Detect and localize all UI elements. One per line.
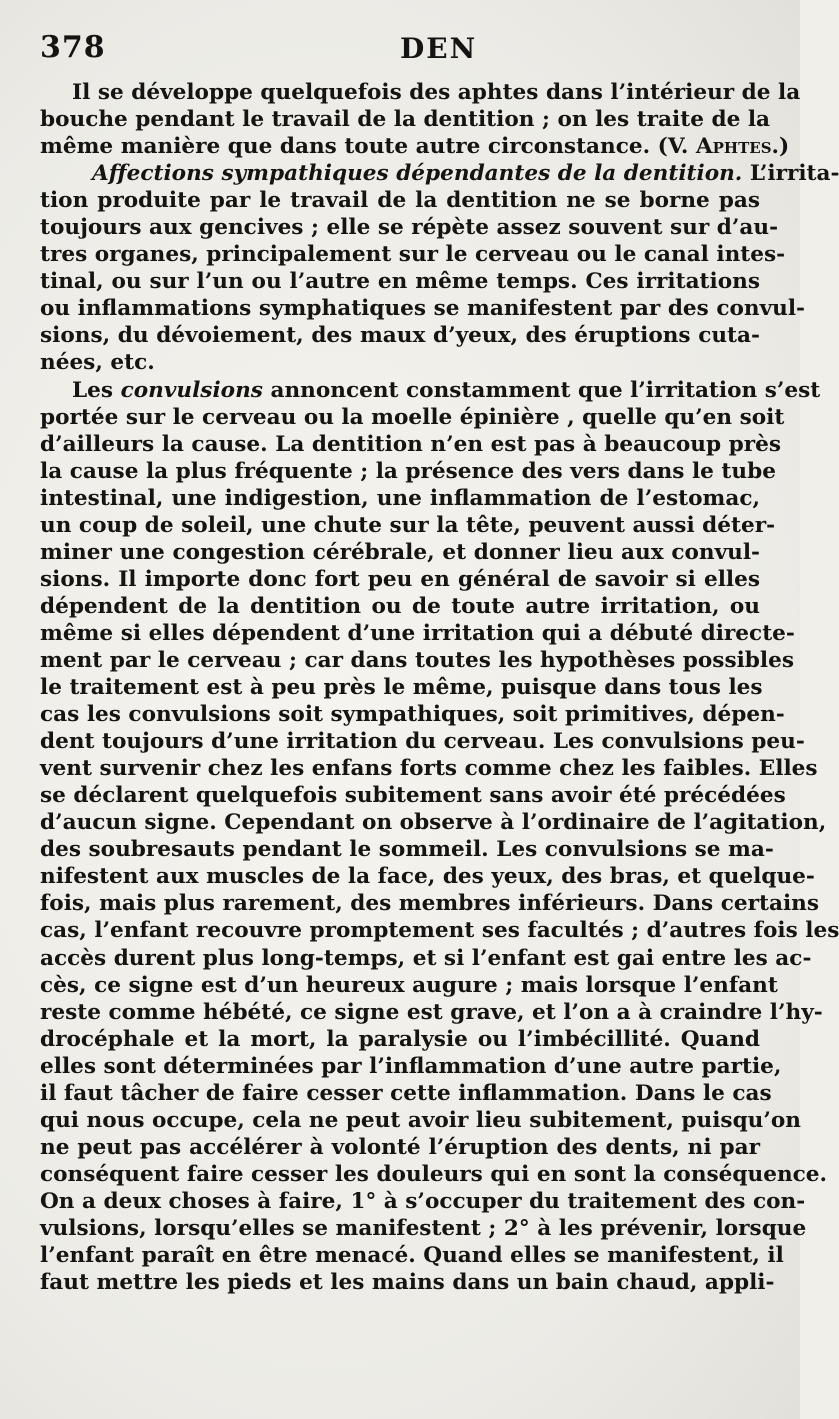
text-fragment: même manière que dans toute autre circonstance. (V. <box>40 134 696 160</box>
text-line: un coup de soleil, une chute sur la tête, peuvent aussi déter- <box>40 512 776 538</box>
text-line: l’enfant paraît en être menacé. Quand elles se manifestent, il <box>40 1243 784 1269</box>
text-line <box>40 133 790 160</box>
text-line: tion produite par le travail de la dentition ne se borne pas <box>40 188 760 214</box>
text-line: qui nous occupe, cela ne peut avoir lieu subitement, puisqu’on <box>40 1107 802 1133</box>
page-number: 378 <box>40 30 106 65</box>
section-heading: Affections sympathiques dépendantes de la dentition. <box>92 161 743 187</box>
text-line: vent survenir chez les enfans forts comme chez les faibles. Elles <box>40 756 818 782</box>
text-line: cas les convulsions soit sympathiques, soit primitives, dépen- <box>40 702 785 728</box>
text-line: des soubresauts pendant le sommeil. Les convulsions se ma- <box>40 837 774 863</box>
text-line: accès durent plus long-temps, et si l’enfant est gai entre les ac- <box>40 945 812 971</box>
text-line: drocéphale et la mort, la paralysie ou l’imbécillité. Quand <box>40 1026 760 1052</box>
text-line: miner une congestion cérébrale, et donner lieu aux convul- <box>40 539 760 565</box>
text-line: dent toujours d’une irritation du cerveau. Les convulsions peu- <box>40 729 805 755</box>
text-fragment: ) <box>779 134 790 160</box>
text-line: dépendent de la dentition ou de toute autre irritation, ou <box>40 593 760 619</box>
text-line: toujours aux gencives ; elle se répète assez souvent sur d’au- <box>40 215 779 241</box>
text-line: vulsions, lorsqu’elles se manifestent ; 2° à les prévenir, lorsque <box>40 1215 807 1241</box>
text-line: Il se développe quelquefois des aphtes dans l’intérieur de la <box>72 80 801 105</box>
text-line: ment par le cerveau ; car dans toutes les hypothèses possibles <box>40 647 794 673</box>
text-line: la cause la plus fréquente ; la présence des vers dans le tube <box>40 458 776 484</box>
text-line: d’ailleurs la cause. La dentition n’en est pas à beaucoup près <box>40 431 781 457</box>
text-line: On a deux choses à faire, 1° à s’occuper du traitement des con- <box>40 1188 806 1214</box>
text-line: elles sont déterminées par l’inflammation d’une autre partie, <box>40 1053 782 1079</box>
cross-reference: Aphtes. <box>695 134 780 160</box>
body-text <box>40 79 839 1296</box>
text-line: portée sur le cerveau ou la moelle épinière , quelle qu’en soit <box>40 404 785 430</box>
text-line: ou inflammations symphatiques se manifestent par des convul- <box>40 296 805 322</box>
text-line: cès, ce signe est d’un heureux augure ; mais lorsque l’enfant <box>40 972 778 998</box>
text-line: bouche pendant le travail de la dentition ; on les traite de la <box>40 107 771 133</box>
text-line: cas, l’enfant recouvre promptement ses facultés ; d’autres fois les <box>40 918 839 944</box>
text-line: même si elles dépendent d’une irritation qui a débuté directe- <box>40 620 795 646</box>
text-line: ne peut pas accélérer à volonté l’éruption des dents, ni par <box>40 1134 760 1160</box>
text-line: d’aucun signe. Cependant on observe à l’ordinaire de l’agitation, <box>40 810 827 836</box>
text-line: intestinal, une indigestion, une inflammation de l’estomac, <box>40 485 760 511</box>
text-fragment: Les <box>72 377 121 403</box>
page-header <box>40 30 770 70</box>
text-line <box>40 160 839 187</box>
text-fragment: annoncent constamment que l’irritation s’est <box>262 377 821 403</box>
text-line: tinal, ou sur l’un ou l’autre en même temps. Ces irritations <box>40 269 760 295</box>
text-line: sions. Il importe donc fort peu en général de savoir si elles <box>40 566 760 592</box>
text-line: le traitement est à peu près le même, puisque dans tous les <box>40 675 763 701</box>
text-line: nifestent aux muscles de la face, des yeux, des bras, et quelque- <box>40 864 815 890</box>
text-line: reste comme hébété, ce signe est grave, et l’on a à craindre l’hy- <box>40 999 823 1025</box>
text-line: tres organes, principalement sur le cerveau ou le canal intes- <box>40 242 786 268</box>
text-line: conséquent faire cesser les douleurs qui en sont la conséquence. <box>40 1161 828 1187</box>
emphasized-term: convulsions <box>120 377 263 403</box>
text-line: fois, mais plus rarement, des membres inférieurs. Dans certains <box>40 891 819 917</box>
running-head: DEN <box>400 32 478 65</box>
text-line <box>40 377 821 404</box>
text-line: faut mettre les pieds et les mains dans un bain chaud, appli- <box>40 1270 775 1296</box>
text-line: se déclarent quelquefois subitement sans avoir été précédées <box>40 783 786 809</box>
text-line: il faut tâcher de faire cesser cette inflammation. Dans le cas <box>40 1080 772 1106</box>
text-line: nées, etc. <box>40 350 155 376</box>
text-line: sions, du dévoiement, des maux d’yeux, des éruptions cuta- <box>40 323 760 349</box>
text-fragment: L’irrita- <box>742 161 839 187</box>
